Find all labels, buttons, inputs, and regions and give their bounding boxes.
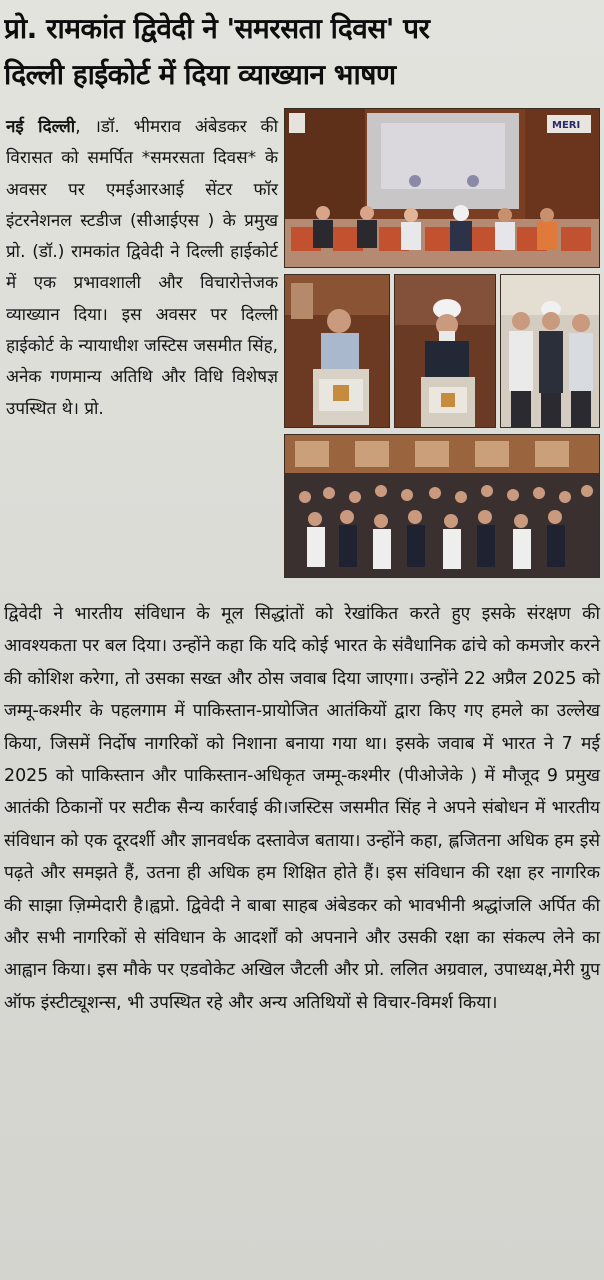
speaker-at-podium-photo (284, 274, 390, 428)
panel-on-stage-photo (284, 108, 600, 268)
headline-line-1: प्रो. रामकांत द्विवेदी ने 'समरसता दिवस' पर (4, 12, 430, 45)
article-intro (6, 112, 278, 425)
headline (4, 6, 600, 98)
headline-line-2: दिल्ली हाईकोर्ट में दिया व्याख्यान भाषण (4, 58, 396, 91)
dateline: नई दिल्ली (6, 117, 76, 137)
three-guests-photo (500, 274, 600, 428)
guest-at-podium-photo (394, 274, 496, 428)
audience-hall-photo (284, 434, 600, 578)
article-body: द्विवेदी ने भारतीय संविधान के मूल सिद्धांतों को रेखांकित करते हुए इसके संरक्षण की आवश्यकता पर बल दिया। उन्होंने कहा कि यदि कोई भारत के संवैधानिक ढांचे को कमजोर करने की कोशिश करेगा, तो उसका सख्त और ठोस जवाब दिया जाएगा। उन्होंने 22 अप्रैल 2025 को जम्मू-कश्मीर के पहलगाम में पाकिस्तान-प्रायोजित आतंकियों द्वारा किए गए हमले का उल्लेख किया, जिसमें निर्दोष नागरिकों को निशाना बनाया गया था। इसके जवाब में भारत ने 7 मई 2025 को पाकिस्तान और पाकिस्तान-अधिकृत जम्मू-कश्मीर (पीओजेके ) में मौजूद 9 प्रमुख आतंकी ठिकानों पर सटीक सैन्य कार्रवाई की।जस्टिस जसमीत सिंह ने अपने संबोधन में भारतीय संविधान को एक दूरदर्शी और ज्ञानवर्धक दस्तावेज बताया। उन्होंने कहा, ह्लजितना अधिक हम इसे पढ़ते और समझते हैं, उतना ही अधिक हम शिक्षित होते हैं। इस संविधान की रक्षा हर नागरिक की साझा ज़िम्मेदारी है।ह्वप्रो. द्विवेदी ने बाबा साहब अंबेडकर को भावभीनी श्रद्धांजलि अर्पित की और सभी नागरिकों से संविधान के आदर्शों को अपनाने और उसकी रक्षा का संकल्प लेने का आह्वान किया। इस मौके पर एडवोकेट अखिल जैटली और प्रो. ललित अग्रवाल, उपाध्यक्ष,मेरी ग्रुप ऑफ इंस्टीट्यूशन्स, भी उपस्थित रहे और अन्य अतिथियों से विचार-विमर्श किया। (4, 604, 600, 1013)
stage-banner-text: MERI (552, 120, 581, 131)
photo-collage (284, 108, 600, 578)
intro-text: , ।डॉ. भीमराव अंबेडकर की विरासत को समर्पित *समरसता दिवस* के अवसर पर एमईआरआई सेंटर फॉर इंटरनेशनल स्टडीज (सीआईएस ) के प्रमुख प्रो. (डॉ.) रामकांत द्विवेदी ने दिल्ली हाईकोर्ट में एक प्रभावशाली और विचारोत्तेजक व्याख्यान दिया। इस अवसर पर दिल्ली हाईकोर्ट के न्यायाधीश जस्टिस जसमीत सिंह, अनेक गणमान्य अतिथि और विधि विशेषज्ञ उपस्थित थे। प्रो. (6, 117, 279, 419)
